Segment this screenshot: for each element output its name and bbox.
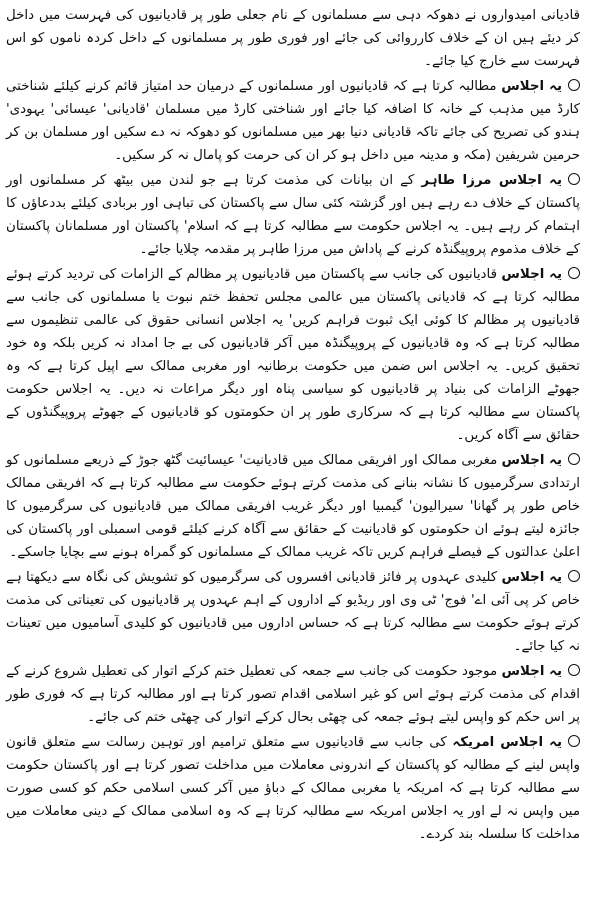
resolution-paragraph (6, 731, 580, 846)
paragraph-text: کے ان بیانات کی مذمت کرتا ہے جو لندن میں بیٹھ کر مسلمانوں اور پاکستان کے خلاف دے رہے ہیں اور گزشتہ کئی سال سے پاکستان کی تباہی اور بربادی کیلئے بددعاؤں کا اہتمام کر رہے ہیں۔ یہ اجلاس حکومت سے مطالبہ کرتا ہے کہ اسلام' پاکستان اور مسلمانان پاکستان کے خلاف مذموم پروپیگنڈہ کرنے کے پاداش میں مرزا طاہر پر مقدمہ چلایا جائے۔ (6, 173, 580, 257)
paragraph-lead: یہ اجلاس (501, 267, 562, 282)
paragraph-lead: یہ اجلاس (501, 453, 563, 468)
paragraph-text: قادیانی امیدواروں نے دھوکہ دہی سے مسلمانوں کے نام جعلی طور پر قادیانیوں کی فہرست میں داخل کر دیئے ہیں ان کے خلاف کارروائی کی جائے اور فوری طور پر مسلمانوں کے داخل کردہ ناموں کو اس فہرست سے خارج کیا جائے۔ (6, 8, 580, 69)
paragraph-text: موجود حکومت کی جانب سے جمعہ کی تعطیل ختم کرکے اتوار کی تعطیل شروع کرنے کے اقدام کی مذمت کرتے ہوئے اس کو غیر اسلامی اقدام تصور کرتا ہے اور مطالبہ کرتا ہے کہ فوری طور پر اس حکم کو واپس لیتے ہوئے جمعہ کی چھٹی بحال کرکے اتوار کی چھٹی ختم کی جائے۔ (6, 664, 580, 725)
paragraph-text: مغربی ممالک اور افریقی ممالک میں قادیانیت' عیسائیت گٹھ جوڑ کے ذریعے مسلمانوں کو ارتدادی سرگرمیوں کا نشانہ بنانے کی مذمت کرتے ہوئے حکومت سے مطالبہ کرتا ہے کہ افریقی ممالک خاص طور پر گھانا' سیرالیون' گیمبیا اور دیگر غریب افریقی ممالک میں قادیانیوں کی سرگرمیوں کا جائزہ لیتے ہوئے ان حکومتوں کو قادیانیت کے حقائق سے آگاہ کرنے کیلئے قومی اسمبلی اور پاکستان کی اعلیٰ عدالتوں کے فیصلے فراہم کریں تاکہ غریب ممالک کے مسلمانوں کو گمراہ ہونے سے بچایا جاسکے۔ (6, 453, 580, 560)
bullet-circle-icon (568, 570, 580, 582)
resolution-paragraph (6, 660, 580, 729)
resolution-paragraph (6, 449, 580, 564)
paragraph-text: کلیدی عہدوں پر فائز قادیانی افسروں کی سرگرمیوں کو تشویش کی نگاہ سے دیکھتا ہے خاص کر پی آئی اے' فوج' ٹی وی اور ریڈیو کے اداروں کے اہم عہدوں پر قادیانیوں کی تعیناتی کی مذمت کرتے ہوئے حکومت سے مطالبہ کرتا ہے کہ حساس اداروں میں قادیانیوں کو کلیدی آسامیوں میں تعینات نہ کیا جائے۔ (6, 570, 580, 654)
resolution-paragraph (6, 169, 580, 261)
resolution-paragraph (6, 263, 580, 447)
paragraph-lead: یہ اجلاس (501, 664, 563, 679)
bullet-circle-icon (568, 267, 580, 279)
bullet-circle-icon (568, 735, 580, 747)
bullet-circle-icon (568, 173, 580, 185)
paragraph-lead: یہ اجلاس مرزا طاہر (421, 173, 562, 188)
paragraph-text: قادیانیوں کی جانب سے پاکستان میں قادیانیوں پر مظالم کے الزامات کی تردید کرتے ہوئے مطالبہ کرتا ہے کہ قادیانی پاکستان میں عالمی مجلس تحفظ ختم نبوت یا مسلمانوں کی جانب سے قادیانیوں پر مظالم کا کوئی ایک ثبوت فراہم کریں' یہ اجلاس انسانی حقوق کی عالمی تنظیموں سے مطالبہ کرتا ہے کہ وہ قادیانیوں کے پروپیگنڈہ میں آکر قادیانیوں کی بے جا امداد نہ کریں بلکہ وہ خود تحقیق کریں۔ یہ اجلاس اس ضمن میں حکومت برطانیہ اور مغربی ممالک سے اپیل کرتا ہے کہ وہ جھوٹے الزامات کی بنیاد پر قادیانیوں کو سیاسی پناہ اور دیگر مراعات نہ دیں۔ یہ اجلاس حکومت پاکستان سے مطالبہ کرتا ہے کہ سرکاری طور پر ان حکومتوں کو قادیانیوں کے جھوٹے پروپیگنڈوں کے حقائق سے آگاہ کریں۔ (6, 267, 580, 443)
resolution-paragraph (6, 566, 580, 658)
paragraph-lead: یہ اجلاس امریکہ (452, 735, 562, 750)
resolution-paragraph-intro (6, 4, 580, 73)
paragraph-lead: یہ اجلاس (501, 570, 563, 585)
resolution-paragraph (6, 75, 580, 167)
bullet-circle-icon (568, 453, 580, 465)
bullet-circle-icon (568, 664, 580, 676)
paragraph-text: کی جانب سے قادیانیوں سے متعلق ترامیم اور توہین رسالت سے متعلق قانون واپس لینے کے مطالبہ کو پاکستان کے اندرونی معاملات میں مداخلت تصور کرتا ہے اور پاکستان حکومت سے مطالبہ کرتا ہے کہ امریکہ یا مغربی ممالک کے دباؤ میں آکر کسی اسلامی حکم کو کسی صورت میں واپس نہ لے اور یہ اجلاس امریکہ سے مطالبہ کرتا ہے کہ وہ اسلامی ممالک کے دینی معاملات میں مداخلت کا سلسلہ بند کردے۔ (6, 735, 580, 842)
bullet-circle-icon (568, 79, 580, 91)
paragraph-text: مطالبہ کرتا ہے کہ قادیانیوں اور مسلمانوں کے درمیان حد امتیاز قائم کرنے کیلئے شناختی کارڈ میں مذہب کے خانہ کا اضافہ کیا جائے اور شناختی کارڈ میں مسلمان 'قادیانی' عیسائی' یہودی' ہندو کی تصریح کی جائے تاکہ قادیانی دنیا بھر میں مسلمانوں کو دھوکہ نہ دے سکیں اور مسلمان بن کر حرمین شریفین (مکہ و مدینہ میں داخل ہو کر ان کی حرمت کو پامال نہ کر سکیں۔ (6, 79, 580, 163)
paragraph-lead: یہ اجلاس (501, 79, 562, 94)
